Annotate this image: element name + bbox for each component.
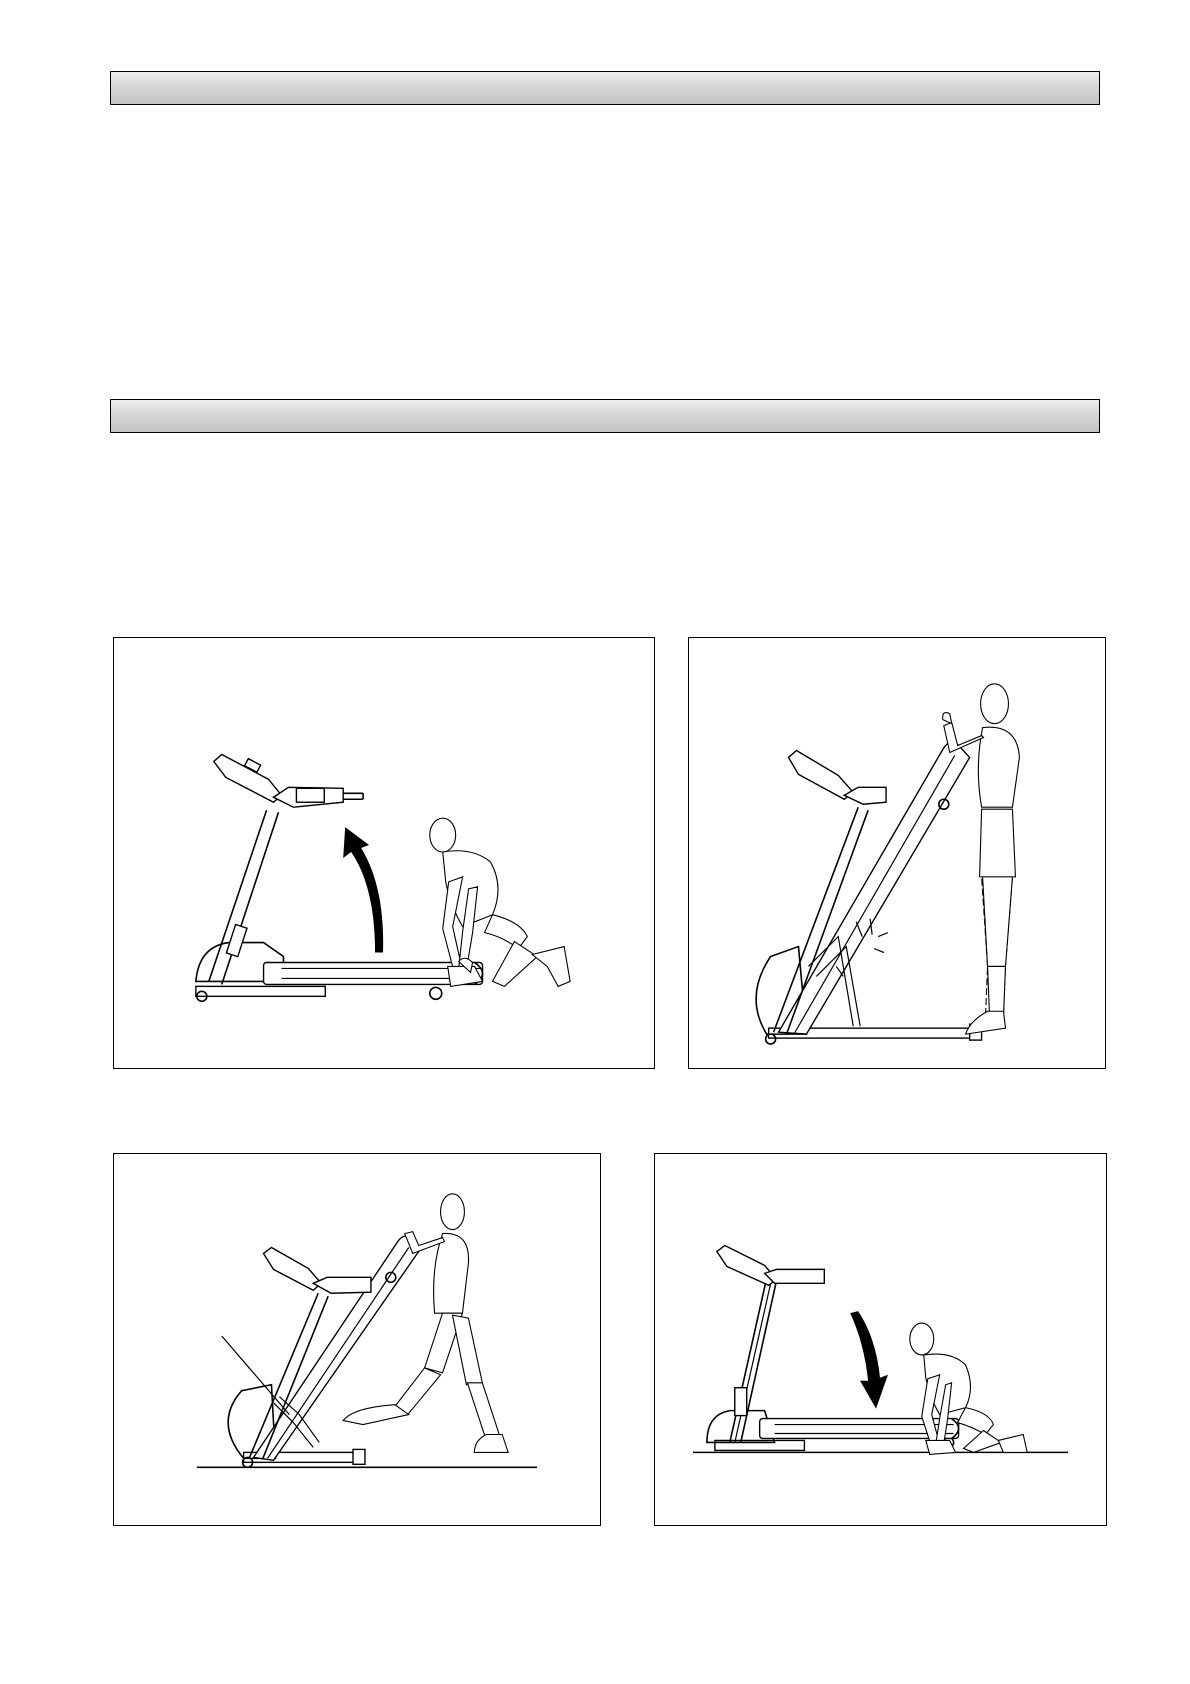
upright-post: [730, 1278, 767, 1442]
treadmill-fold-down-illustration: [655, 1154, 1106, 1525]
section-header-bar-2: [110, 399, 1100, 433]
curved-down-arrow-icon: [850, 1311, 888, 1408]
rear-wheel: [430, 987, 442, 999]
kneeling-person-figure: [910, 1323, 1027, 1454]
treadmill-locked-upright-illustration: [689, 638, 1105, 1068]
figure-panel-step-1: [113, 637, 655, 1069]
curved-up-arrow-icon: [343, 827, 383, 952]
console: [789, 750, 854, 799]
figure-panel-step-3: [113, 1153, 601, 1526]
console: [264, 1247, 322, 1290]
treadmill-release-illustration: [114, 1154, 600, 1525]
running-deck: [779, 742, 970, 1034]
figure-panel-step-4: [654, 1153, 1107, 1526]
treadmill-fold-up-illustration: [114, 638, 654, 1068]
section-header-bar-1: [110, 71, 1100, 105]
handlebar: [313, 1277, 371, 1293]
leader-line: [222, 1336, 290, 1415]
treadmill-base: [196, 986, 325, 996]
figure-panel-step-2: [688, 637, 1106, 1069]
standing-person-figure: [943, 684, 1020, 1034]
kneeling-person-figure: [430, 818, 570, 986]
handlebar: [765, 1269, 825, 1283]
console: [717, 1246, 777, 1286]
